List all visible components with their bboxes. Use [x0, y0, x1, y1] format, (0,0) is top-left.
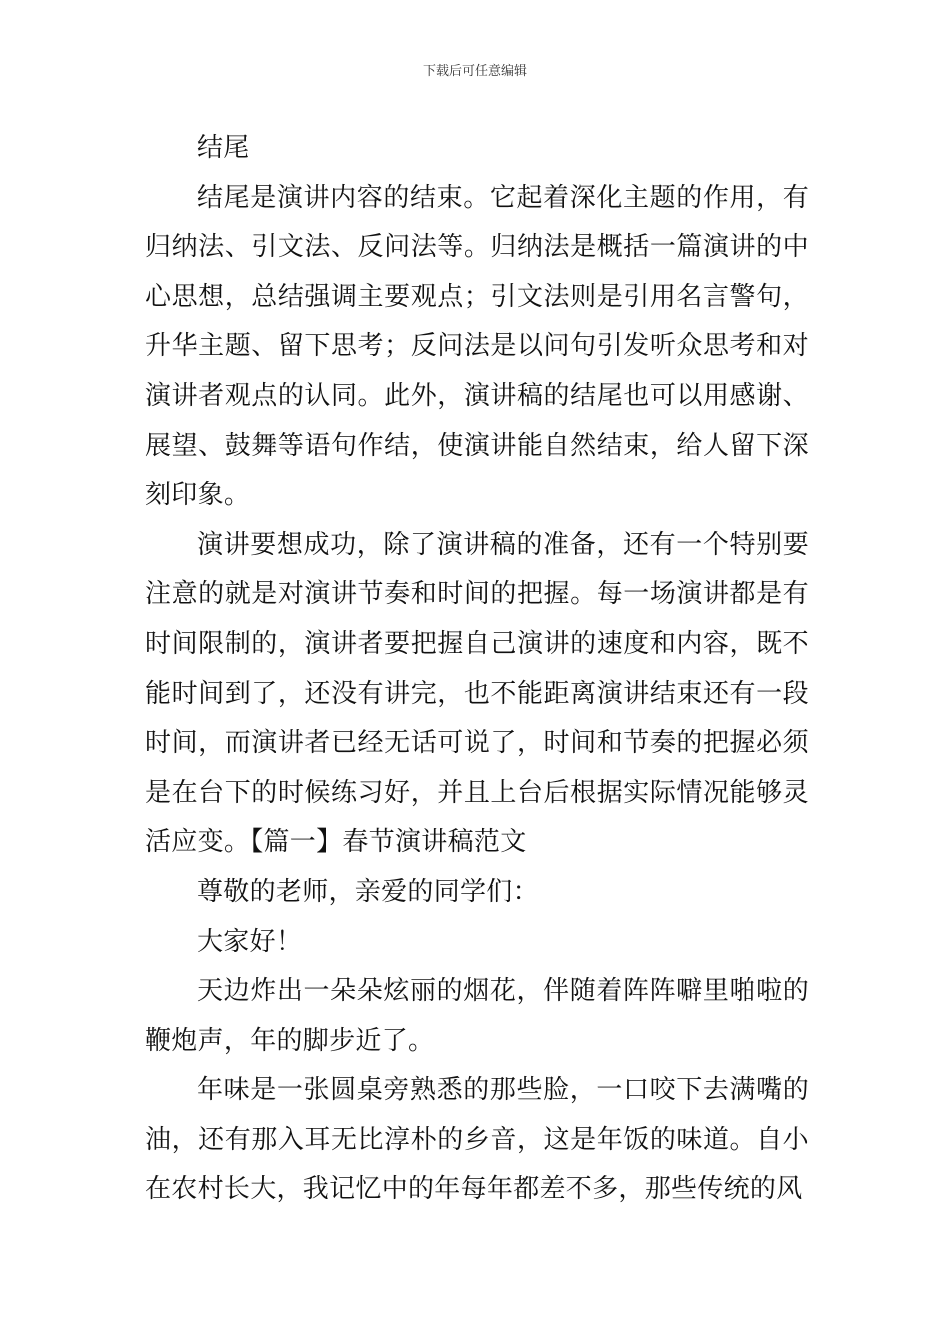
- paragraph-new-year-taste: 年味是一张圆桌旁熟悉的那些脸，一口咬下去满嘴的油，还有那入耳无比淳朴的乡音，这是年饭的味道。自小在农村长大，我记忆中的年每年都差不多，那些传统的风: [145, 1075, 809, 1205]
- document-body: [145, 124, 809, 1215]
- paragraph-rhythm-time: 演讲要想成功，除了演讲稿的准备，还有一个特别要注意的就是对演讲节奏和时间的把握。每一场演讲都是有时间限制的，演讲者要把握自己演讲的速度和内容，既不能时间到了，还没有讲完，也不能距离演讲结束还有一段时间，而演讲者已经无话可说了，时间和节奏的把握必须是在台下的时候练习好，并且上台后根据实际情况能够灵活应变。【篇一】春节演讲稿范文: [145, 529, 809, 858]
- greeting-salutation: 尊敬的老师，亲爱的同学们：: [197, 876, 539, 907]
- page-header: 下载后可任意编辑: [422, 64, 527, 79]
- greeting-hello: 大家好！: [197, 926, 303, 957]
- paragraph-fireworks: 天边炸出一朵朵炫丽的烟花，伴随着阵阵噼里啪啦的鞭炮声，年的脚步近了。: [145, 976, 809, 1056]
- section-heading: 结尾: [197, 133, 250, 163]
- paragraph-ending-methods: 结尾是演讲内容的结束。它起着深化主题的作用，有归纳法、引文法、反问法等。归纳法是概括一篇演讲的中心思想，总结强调主要观点；引文法则是引用名言警句，升华主题、留下思考；反问法是以问句引发听众思考和对演讲者观点的认同。此外，演讲稿的结尾也可以用感谢、展望、鼓舞等语句作结，使演讲能自然结束，给人留下深刻印象。: [145, 182, 809, 511]
